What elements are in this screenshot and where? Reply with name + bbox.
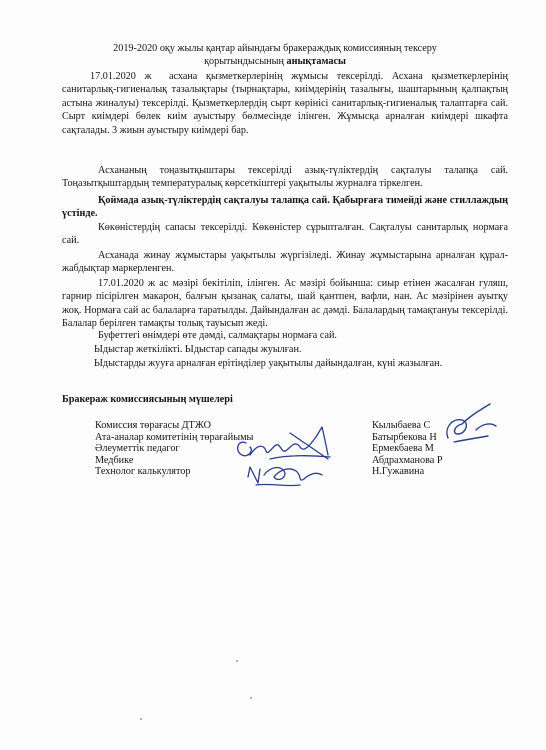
member-name: Н.Гужавина bbox=[372, 466, 425, 478]
title-line-2-bold: анықтамасы bbox=[286, 56, 346, 67]
scan-speck bbox=[236, 660, 238, 662]
paragraph-cleaning: Асханада жинау жұмыстары уақытылы жүргізіледі. Жинау жұмыстарына арналған құрал-жабдықтар маркерленген. bbox=[62, 250, 508, 275]
scan-speck bbox=[140, 718, 142, 720]
member-name: Ермекбаева М bbox=[372, 443, 434, 455]
member-name: Кылыбаева С bbox=[372, 420, 431, 431]
paragraph-detergents: Ыдыстарды жууға арналған ерітінділер уақытылы дайындалған, күні жазылған. bbox=[94, 358, 443, 369]
paragraph-staff-check bbox=[62, 70, 508, 137]
signature-scribble-right bbox=[440, 400, 500, 448]
commission-names bbox=[372, 420, 443, 478]
paragraph-vegetables: Көкөністердің сапасы тексерілді. Көкөністер сұрыпталған. Сақталуы санитарлық нормаға сай. bbox=[62, 222, 508, 247]
commission-heading: Бракераж комиссиясының мүшелері bbox=[62, 394, 233, 405]
role-item: Комиссия төрағасы ДТЖО bbox=[95, 420, 211, 431]
role-item: Әлеуметтік педагог bbox=[95, 443, 180, 455]
title-line-2-normal: қорытындысының bbox=[204, 56, 284, 67]
title-line-2 bbox=[40, 55, 510, 68]
paragraph-storage: Қоймада азық-түліктердің сақталуы талапқа сай. Қабырғаға тимейді және стиллаждың үстінде. bbox=[62, 195, 508, 220]
role-item: Технолог калькулятор bbox=[95, 466, 191, 478]
paragraph-dishes: Ыдыстар жеткілікті. Ыдыстар сапады жуылған. bbox=[94, 344, 302, 355]
member-name: Абдрахманова Р bbox=[372, 454, 443, 466]
paragraph-text: асхана қызметкерлерінің жұмысы тексерілді. Асхана қызметкерлерінің санитарлық-гигиеналық тазалықтары (тырнақтары, киімдерінің тазалығы, шаштарының қалпақтың астына жиналуы) тексерілді. Қызметкерлердің сырт көрінісі санитарлық-гигиеналық талаптарға сай. Сырт киімдері бөлек киім ауыстыру бөлмесінде ілінген. Жұмысқа арналған киімдері шкафта сақталады. 3 жиын ауыстыру киімдері бар. bbox=[62, 71, 509, 136]
scan-speck bbox=[250, 697, 252, 699]
role-item: Медбике bbox=[95, 454, 134, 466]
paragraph-fridges: Асхананың тоңазытқыштары тексерілді азық-түліктердің сақталуы талапқа сай. Тоңазытқыштардың температуралық көрсеткіштері уақытылы журналға тіркелген. bbox=[62, 165, 508, 190]
member-name: Батырбекова Н bbox=[372, 431, 437, 443]
paragraph-date: 17.01.2020 ж bbox=[90, 71, 152, 82]
role-item: Ата-аналар комитетінің төрағайымы bbox=[95, 431, 254, 443]
paragraph-menu: 17.01.2020 ж ас мәзірі бекітіліп, ілінген. Ас мәзірі бойынша: сиыр етінен жасалған гуляш, гарнир пісірілген макарон, балғын қызанақ салаты, шай қантпен, вафли, нан. Ас мәзірінен ауытқу жоқ. Нормаға сай ас балаларға таратылды. Дайындалған ас дәмді. Балалардың тамақтануы тексерілді. Балалар берілген тамақты толық тауысып жеді. bbox=[62, 278, 508, 330]
document-title bbox=[40, 42, 510, 68]
signature-scribble-center bbox=[230, 425, 350, 493]
title-line-1: 2019-2020 оқу жылы қаңтар айындағы бракераждық комиссияның тексеру bbox=[113, 43, 437, 54]
paragraph-buffet: Буфеттегі өнімдері өте дәмді, салмақтары нормаға сай. bbox=[98, 330, 337, 341]
